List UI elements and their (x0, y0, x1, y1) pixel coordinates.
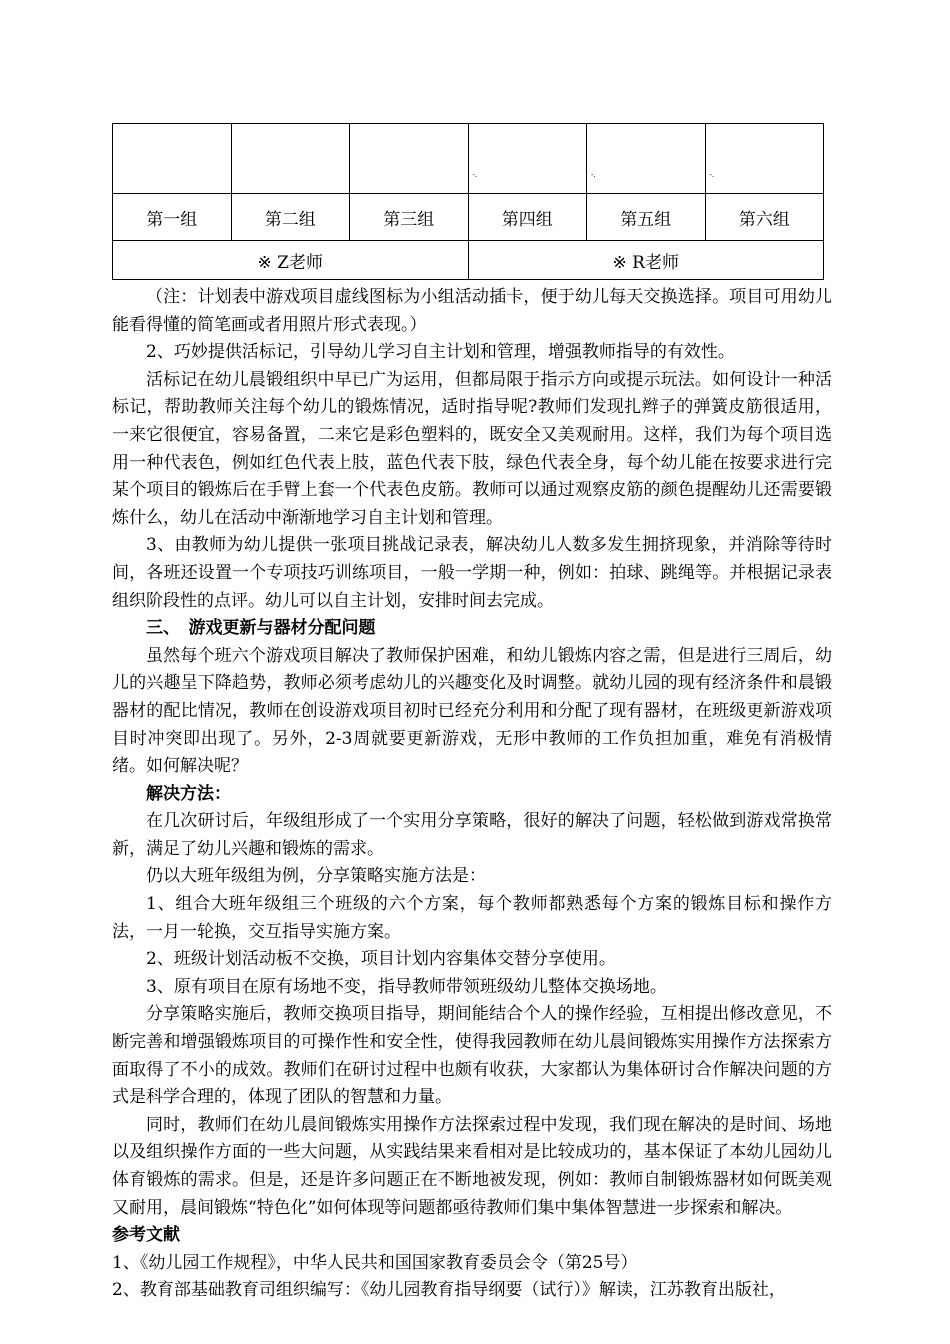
card-mark: -. (591, 171, 596, 179)
body-paragraph: 虽然每个班六个游戏项目解决了教师保护困难，和幼儿锻炼内容之需，但是进行三周后，幼儿的兴趣呈下降趋势，教师必须考虑幼儿的兴趣变化及时调整。就幼儿园的现有经济条件和晨锻器材的配比情况，教师在创设游戏项目初时已经充分利用和分配了现有器材，在班级更新游戏项目时冲突即出现了。另外，2-3周就要更新游戏，无形中教师的工作负担加重，难免有消极情绪。如何解决呢？ (112, 645, 832, 777)
activity-card-slot (468, 124, 587, 194)
group-cell: 第一组 (113, 194, 232, 241)
document-page (112, 123, 832, 1305)
group-cell: 第三组 (350, 194, 469, 241)
card-mark: -. (709, 171, 715, 179)
body-paragraph: 3、原有项目在原有场地不变，指导教师带领班级幼儿整体交换场地。 (146, 976, 667, 997)
body-paragraph: 2、班级计划活动板不交换，项目计划内容集体交替分享使用。 (146, 949, 616, 970)
body-paragraph: 仍以大班年级组为例，分享策略实施方法是： (146, 866, 486, 887)
activity-card-slot (587, 124, 706, 194)
group-cell: 第四组 (468, 194, 587, 241)
references-heading: 参考文献 (112, 1225, 180, 1246)
body-paragraph: 同时，教师们在幼儿晨间锻炼实用操作方法探索过程中发现，我们现在解决的是时间、场地以及组织操作方面的一些大问题，从实践结果来看相对是比较成功的，基本保证了本幼儿园幼儿体育锻炼的需求。但是，还是许多问题正在不断地被发现，例如：教师自制锻炼器材如何既美观又耐用，晨间锻炼“特色化”如何体现等问题都亟待教师们集中集体智慧进一步探索和解决。 (112, 1114, 832, 1218)
body-paragraph: 3、由教师为幼儿提供一张项目挑战记录表，解决幼儿人数多发生拥挤现象，并消除等待时间，各班还设置一个专项技巧训练项目，一般一学期一种，例如：拍球、跳绳等。并根据记录表组织阶段性的点评。幼儿可以自主计划，安排时间去完成。 (112, 535, 832, 611)
card-mark: -. (472, 171, 478, 179)
reference-item: 2、教育部基础教育司组织编写：《幼儿园教育指导纲要（试行）》解读，江苏教育出版社， (112, 1280, 786, 1301)
body-paragraph: 在几次研讨后，年级组形成了一个实用分享策略，很好的解决了问题，轻松做到游戏常换常新，满足了幼儿兴趣和锻炼的需求。 (112, 811, 832, 859)
body-paragraph: 活标记在幼儿晨锻组织中早已广为运用，但都局限于指示方向或提示玩法。如何设计一种活标记，帮助教师关注每个幼儿的锻炼情况，适时指导呢?教师们发现扎辫子的弹簧皮筋很适用，一来它很便宜，容易备置，二来它是彩色塑料的，既安全又美观耐用。这样，我们为每个项目选用一种代表色，例如红色代表上肢，蓝色代表下肢，绿色代表全身，每个幼儿能在按要求进行完某个项目的锻炼后在手臂上套一个代表色皮筋。教师可以通过观察皮筋的颜色提醒幼儿还需要锻炼什么，幼儿在活动中渐渐地学习自主计划和管理。 (112, 369, 832, 528)
group-cell: 第五组 (587, 194, 706, 241)
group-cell: 第二组 (231, 194, 350, 241)
table-row (113, 124, 824, 194)
body-paragraph: 1、组合大班年级组三个班级的六个方案，每个教师都熟悉每个方案的锻炼目标和操作方法，一月一轮换，交互指导实施方案。 (112, 894, 832, 942)
section-heading: 三、 游戏更新与器材分配问题 (146, 618, 376, 639)
body-paragraph: 2、巧妙提供活标记，引导幼儿学习自主计划和管理，增强教师指导的有效性。 (146, 342, 735, 363)
activity-card-slot (113, 124, 232, 194)
subheading: 解决方法： (146, 783, 231, 804)
teacher-cell: ※ R老师 (468, 241, 824, 280)
body-paragraph: 分享策略实施后，教师交换项目指导，期间能结合个人的操作经验，互相提出修改意见，不断完善和增强锻炼项目的可操作性和安全性，使得我园教师在幼儿晨间锻炼实用操作方法探索方面取得了不小的成效。教师们在研讨过程中也颇有收获，大家都认为集体研讨合作解决问题的方式是科学合理的，体现了团队的智慧和力量。 (112, 1004, 832, 1108)
table-row (113, 241, 824, 280)
reference-item: 1、《幼儿园工作规程》，中华人民共和国国家教育委员会令（第25号） (112, 1252, 638, 1273)
activity-card-slot (705, 124, 824, 194)
activity-card-slot (350, 124, 469, 194)
activity-plan-table (112, 123, 824, 280)
activity-card-slot (231, 124, 350, 194)
table-note: （注：计划表中游戏项目虚线图标为小组活动插卡，便于幼儿每天交换选择。项目可用幼儿能看得懂的简笔画或者用照片形式表现。） (112, 287, 832, 335)
teacher-cell: ※ Z老师 (113, 241, 469, 280)
document-body (112, 284, 832, 1305)
table-row (113, 194, 824, 241)
group-cell: 第六组 (705, 194, 824, 241)
